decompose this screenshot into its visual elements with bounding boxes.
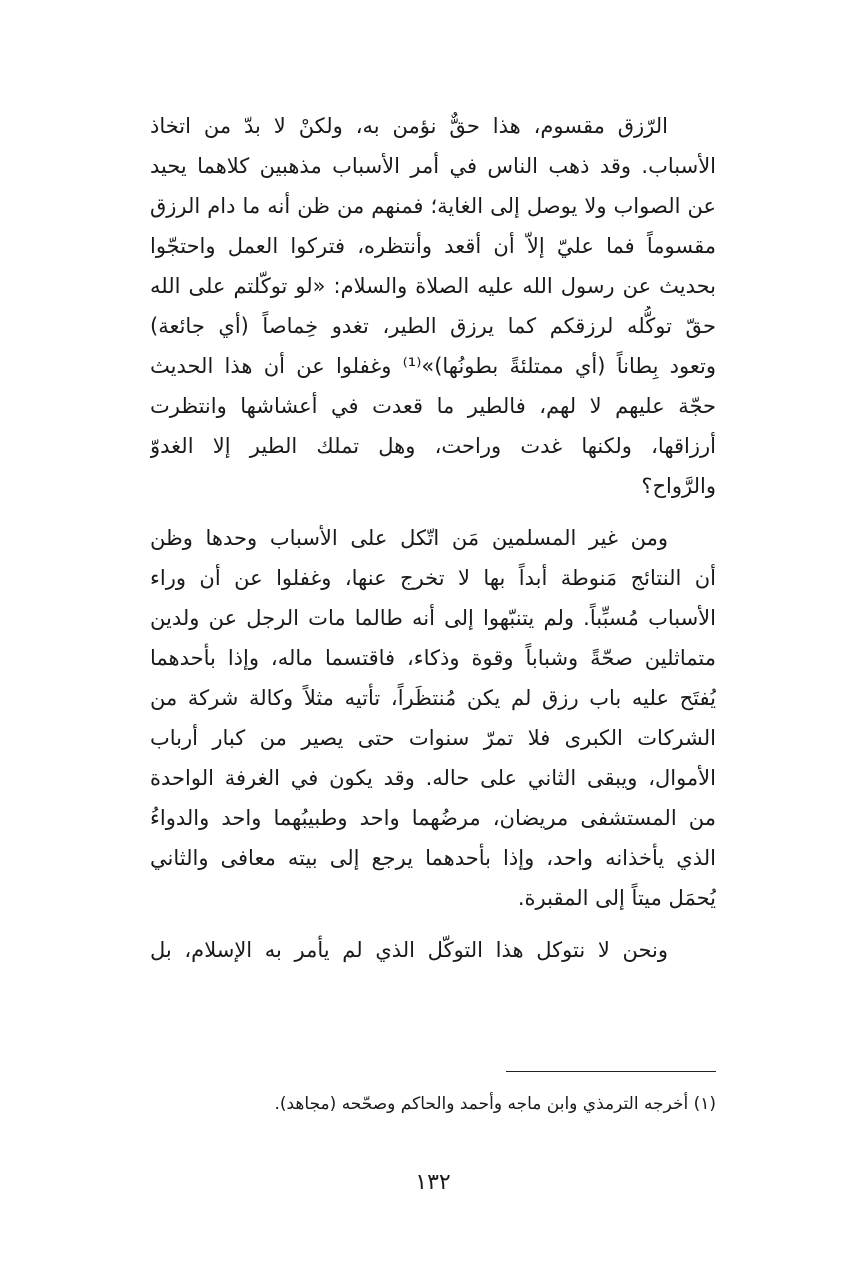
text-line: مقسوماً فما عليّ إلاّ أن أقعد وأنتظره، فتركوا العمل واحتجّوا (150, 234, 716, 258)
text-line: الأسباب. وقد ذهب الناس في أمر الأسباب مذهبين كلاهما يحيد (150, 154, 716, 178)
text-line: حقّ توكُّله لرزقكم كما يرزق الطير، تغدو خِماصاً (أي جائعة) (150, 314, 716, 338)
text-line: عن الصواب ولا يوصل إلى الغاية؛ فمنهم من ظن أنه ما دام الرزق (150, 194, 716, 218)
text-line: أرزاقها، ولكنها غدت وراحت، وهل تملك الطير إلا الغدوّ (150, 434, 716, 458)
text-line: أن النتائج مَنوطة أبداً بها لا تخرج عنها، وغفلوا عن أن وراء (150, 566, 716, 590)
body-text (150, 106, 716, 970)
paragraph-3 (150, 930, 716, 970)
text-line: حجّة عليهم لا لهم، فالطير ما قعدت في أعشاشها وانتظرت (150, 394, 716, 418)
text-line: الرّزق مقسوم، هذا حقٌّ نؤمن به، ولكنْ لا بدّ من اتخاذ (150, 114, 668, 138)
footnote-separator (506, 1071, 716, 1072)
text-line: الذي يأخذانه واحد، وإذا بأحدهما يرجع إلى بيته معافى والثاني (150, 846, 716, 870)
paragraph-2 (150, 518, 716, 918)
page-number: ١٣٢ (415, 1170, 451, 1195)
text-line: من المستشفى مريضان، مرضُهما واحد وطبيبُهما واحد والدواءُ (150, 806, 716, 830)
footnote: (١) أخرجه الترمذي وابن ماجه وأحمد والحاكم وصحّحه (مجاهد). (274, 1094, 716, 1114)
text-line: بحديث عن رسول الله عليه الصلاة والسلام: «لو توكّلتم على الله (150, 274, 716, 298)
paragraph-1 (150, 106, 716, 506)
text-line: ومن غير المسلمين مَن اتّكل على الأسباب وحدها وظن (150, 526, 668, 550)
text-line: والرَّواح؟ (641, 474, 716, 498)
text-line: متماثلين صحّةً وشباباً وقوة وذكاء، فاقتسما ماله، وإذا بأحدهما (150, 646, 716, 670)
text-line: الشركات الكبرى فلا تمرّ سنوات حتى يصير من كبار أرباب (150, 726, 716, 750)
text-line: وتعود بِطاناً (أي ممتلئةً بطونُها)»⁽¹⁾ وغفلوا عن أن هذا الحديث (150, 354, 716, 378)
text-line: الأموال، ويبقى الثاني على حاله. وقد يكون في الغرفة الواحدة (150, 766, 716, 790)
text-line: يُفتَح عليه باب رزق لم يكن مُنتظَراً، تأتيه مثلاً وكالة شركة من (150, 686, 716, 710)
text-line: يُحمَل ميتاً إلى المقبرة. (517, 886, 716, 910)
text-line: الأسباب مُسبِّباً. ولم يتنبّهوا إلى أنه طالما مات الرجل عن ولدين (150, 606, 716, 630)
book-page (150, 0, 716, 1275)
text-line: ونحن لا نتوكل هذا التوكّل الذي لم يأمر به الإسلام، بل (150, 938, 668, 962)
